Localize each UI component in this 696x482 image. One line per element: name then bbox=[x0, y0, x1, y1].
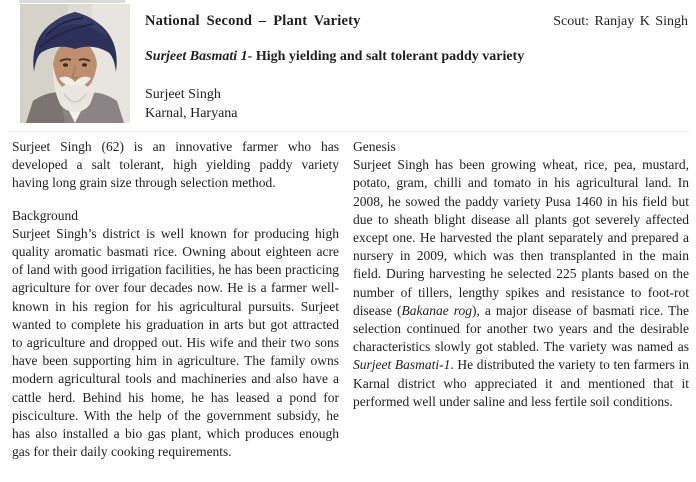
variety-name-inline: Surjeet Basmati-1 bbox=[353, 357, 451, 373]
genesis-heading: Genesis bbox=[353, 139, 396, 154]
scan-artifact bbox=[19, 0, 125, 3]
variety-subtitle bbox=[145, 48, 688, 66]
intro-paragraph: Surjeet Singh (62) is an innovative farmer who has developed a salt tolerant, high yielding paddy variety having long grain size through selection method. bbox=[12, 139, 339, 191]
farmer-location: Karnal, Haryana bbox=[145, 106, 238, 121]
farmer-name: Surjeet Singh bbox=[145, 87, 221, 102]
bakanae-rog-term: Bakanae rog bbox=[401, 302, 472, 318]
genesis-paragraph bbox=[353, 156, 689, 411]
farmer-portrait-illustration bbox=[20, 4, 130, 123]
farmer-photo bbox=[20, 4, 130, 123]
award-title: National Second – Plant Variety bbox=[145, 13, 361, 29]
award-row bbox=[145, 12, 688, 31]
header-divider bbox=[8, 131, 689, 132]
genesis-text-2: ), a major disease of basmati rice. The selection continued for another two years and the desirable characteristics slowly got stabled. The variety was named as bbox=[353, 302, 690, 355]
background-heading: Background bbox=[12, 207, 78, 223]
two-column-body bbox=[12, 138, 689, 461]
right-column bbox=[353, 138, 689, 461]
profile-header bbox=[145, 12, 688, 123]
genesis-text-1: Surjeet Singh has been growing wheat, rice, pea, mustard, potato, gram, chilli and tomato in his agricultural land. In 2008, he sowed the paddy variety Pusa 1460 in his field but due to sheath blight disease all plants got severely affected except one. He harvested the plant separately and prepared a nursery in 2009, which was then transplanted in the main field. During harvesting he selected 225 plants based on the number of tillers, lengthy spikes and resistance to foot-rot disease ( bbox=[353, 157, 689, 318]
variety-name-italic: Surjeet Basmati 1- bbox=[145, 49, 256, 64]
scout-credit: Scout: Ranjay K Singh bbox=[553, 14, 688, 29]
genesis-text-3: . He distributed the variety to ten farmers in Karnal district who appreciated it and mentioned that it performed well under saline and less fertile soil conditions. bbox=[353, 357, 689, 409]
variety-subtitle-rest: High yielding and salt tolerant paddy variety bbox=[255, 49, 525, 64]
background-paragraph: Surjeet Singh’s district is well known for producing high quality aromatic basmati rice. Owning about eighteen acre of land with good irrigation facilities, he has been practicing agriculture for over four decades now. He is a farmer well-known in his region for his agricultural pursuits. Surjeet wanted to complete his graduation in arts but got attracted to agriculture and dropped out. His wife and their two sons have been supporting him in agriculture. The family owns modern agricultural tools and machineries and also have a cattle herd. Behind his home, he has leased a pond for pisciculture. With the help of the government subsidy, he has also installed a bio gas plant, which produces enough gas for their daily cooking requirements. bbox=[12, 225, 339, 460]
left-column bbox=[12, 138, 339, 461]
